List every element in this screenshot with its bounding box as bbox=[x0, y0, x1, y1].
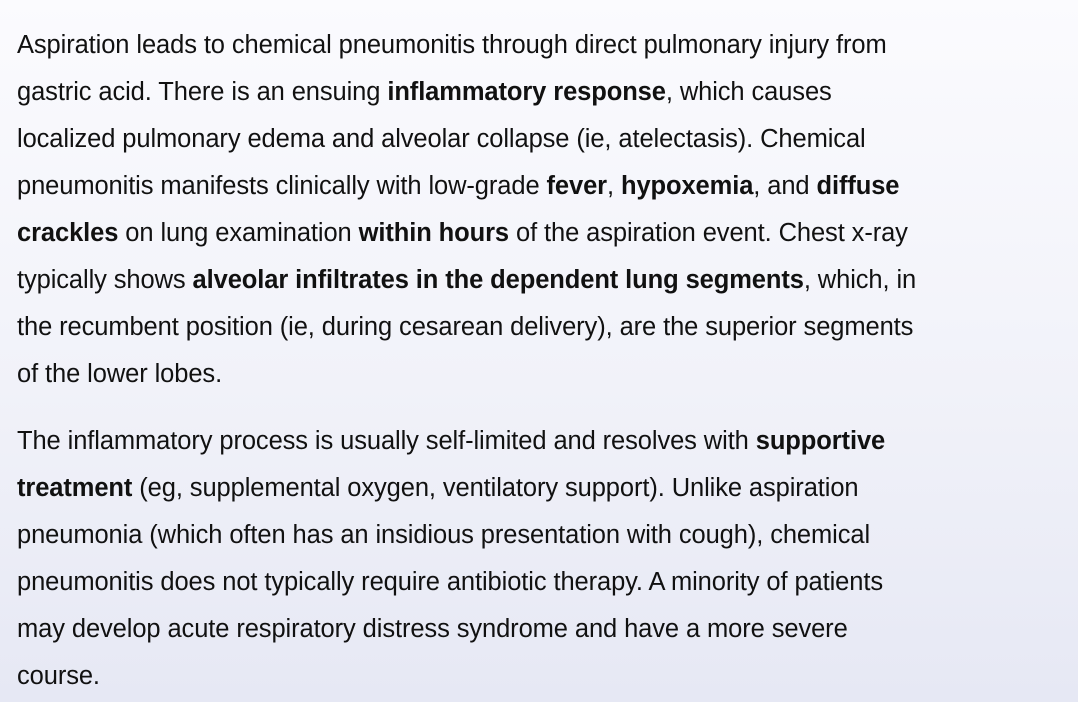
text-run: may develop acute respiratory distress syndrome and have a more severe bbox=[17, 615, 848, 643]
text-line bbox=[17, 606, 1078, 653]
text-line bbox=[17, 69, 1078, 116]
text-line bbox=[17, 210, 1078, 257]
bold-keyphrase: inflammatory response bbox=[387, 78, 666, 106]
text-line bbox=[17, 653, 1078, 700]
bold-keyphrase: diffuse bbox=[816, 172, 900, 200]
bold-keyphrase: supportive bbox=[755, 427, 886, 455]
text-line bbox=[17, 559, 1078, 606]
text-run: course. bbox=[17, 662, 100, 690]
paragraph-2 bbox=[17, 418, 1078, 700]
text-run: Aspiration leads to chemical pneumonitis through direct pulmonary injury from bbox=[17, 31, 887, 59]
text-line bbox=[17, 304, 1078, 351]
text-run: on lung examination bbox=[118, 219, 359, 247]
text-run: , bbox=[606, 172, 621, 200]
text-run: gastric acid. There is an ensuing bbox=[17, 78, 388, 106]
text-line bbox=[17, 512, 1078, 559]
bold-keyphrase: treatment bbox=[17, 474, 133, 502]
text-run: typically shows bbox=[17, 266, 193, 294]
text-run: pneumonia (which often has an insidious presentation with cough), chemical bbox=[17, 521, 871, 549]
text-run: The inflammatory process is usually self-limited and resolves with bbox=[17, 427, 756, 455]
bold-keyphrase: crackles bbox=[17, 219, 119, 247]
text-line bbox=[17, 257, 1078, 304]
text-run: pneumonitis manifests clinically with low-grade bbox=[17, 172, 547, 200]
bold-keyphrase: alveolar infiltrates in the dependent lung segments bbox=[192, 266, 804, 294]
paragraph-1 bbox=[17, 22, 1078, 398]
text-run: of the lower lobes. bbox=[17, 360, 223, 388]
text-line bbox=[17, 465, 1078, 512]
text-run: of the aspiration event. Chest x-ray bbox=[509, 219, 908, 247]
bold-keyphrase: fever bbox=[546, 172, 607, 200]
text-line bbox=[17, 351, 1078, 398]
text-run: , which, in bbox=[803, 266, 917, 294]
text-run: (eg, supplemental oxygen, ventilatory support). Unlike aspiration bbox=[132, 474, 859, 502]
text-line bbox=[17, 116, 1078, 163]
text-run: , which causes bbox=[665, 78, 832, 106]
bold-keyphrase: hypoxemia bbox=[620, 172, 754, 200]
text-run: , and bbox=[753, 172, 817, 200]
text-line bbox=[17, 22, 1078, 69]
text-run: the recumbent position (ie, during cesarean delivery), are the superior segments bbox=[17, 313, 914, 341]
text-line bbox=[17, 163, 1078, 210]
text-line bbox=[17, 418, 1078, 465]
bold-keyphrase: within hours bbox=[358, 219, 509, 247]
text-run: pneumonitis does not typically require antibiotic therapy. A minority of patients bbox=[17, 568, 883, 596]
text-run: localized pulmonary edema and alveolar collapse (ie, atelectasis). Chemical bbox=[17, 125, 866, 153]
